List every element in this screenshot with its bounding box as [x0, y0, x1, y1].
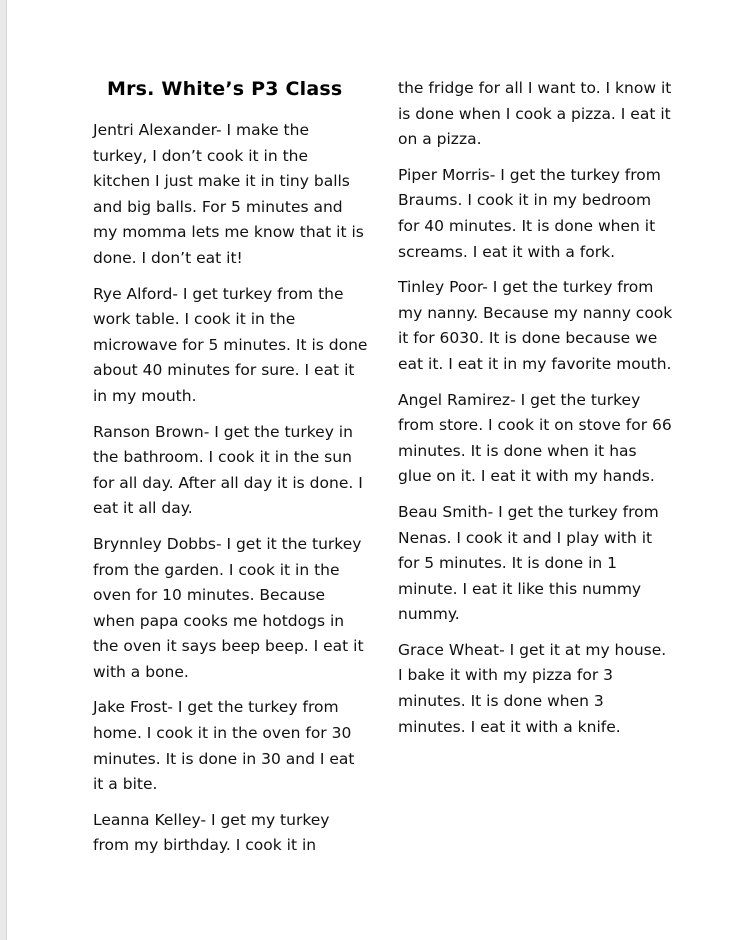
entry-rye-alford: Rye Alford- I get turkey from the work table. I cook it in the microwave for 5 minutes. It is done about 40 minutes for sure. I eat it in my mouth.: [93, 284, 368, 405]
entry-ranson-brown: Ranson Brown- I get the turkey in the bathroom. I cook it in the sun for all day. After all day it is done. I eat it all day.: [93, 422, 363, 518]
entry-beau-smith: Beau Smith- I get the turkey from Nenas. I cook it and I play with it for 5 minutes. It is done in 1 minute. I eat it like this nummy nummy.: [398, 502, 659, 624]
entry-jentri-alexander: Jentri Alexander- I make the turkey, I don’t cook it in the kitchen I just make it in tiny balls and big balls. For 5 minutes and my momma lets me know that it is done. I don’t eat it!: [93, 121, 364, 267]
entry-leanna-kelley: Leanna Kelley- I get my turkey from my birthday. I cook it in: [93, 810, 330, 855]
entry-tinley-poor: Tinley Poor- I get the turkey from my nanny. Because my nanny cook it for 6030. It is done because we eat it. I eat it in my favorite mouth.: [398, 278, 673, 373]
entry-brynnley-dobbs: Brynnley Dobbs- I get it the turkey from the garden. I cook it in the oven for 10 minutes. Because when papa cooks me hotdogs in the oven it says beep beep. I eat it with a bone.: [93, 534, 364, 681]
page-title: Mrs. White’s P3 Class: [107, 78, 343, 100]
document-page: [6, 0, 750, 940]
entry-piper-morris: Piper Morris- I get the turkey from Braums. I cook it in my bedroom for 40 minutes. It is done when it screams. I eat it with a fork.: [398, 165, 661, 261]
left-column: [93, 118, 368, 869]
entry-angel-ramirez: Angel Ramirez- I get the turkey from store. I cook it on stove for 66 minutes. It is done when it has glue on it. I eat it with my hands.: [398, 390, 672, 486]
entry-jake-frost: Jake Frost- I get the turkey from home. I cook it in the oven for 30 minutes. It is done in 30 and I eat it a bite.: [93, 698, 355, 794]
right-column: [398, 76, 673, 750]
entry-grace-wheat: Grace Wheat- I get it at my house. I bake it with my pizza for 3 minutes. It is done when 3 minutes. I eat it with a knife.: [398, 640, 667, 736]
entry-leanna-kelley-continued: the fridge for all I want to. I know it is done when I cook a pizza. I eat it on a pizza.: [398, 79, 672, 149]
